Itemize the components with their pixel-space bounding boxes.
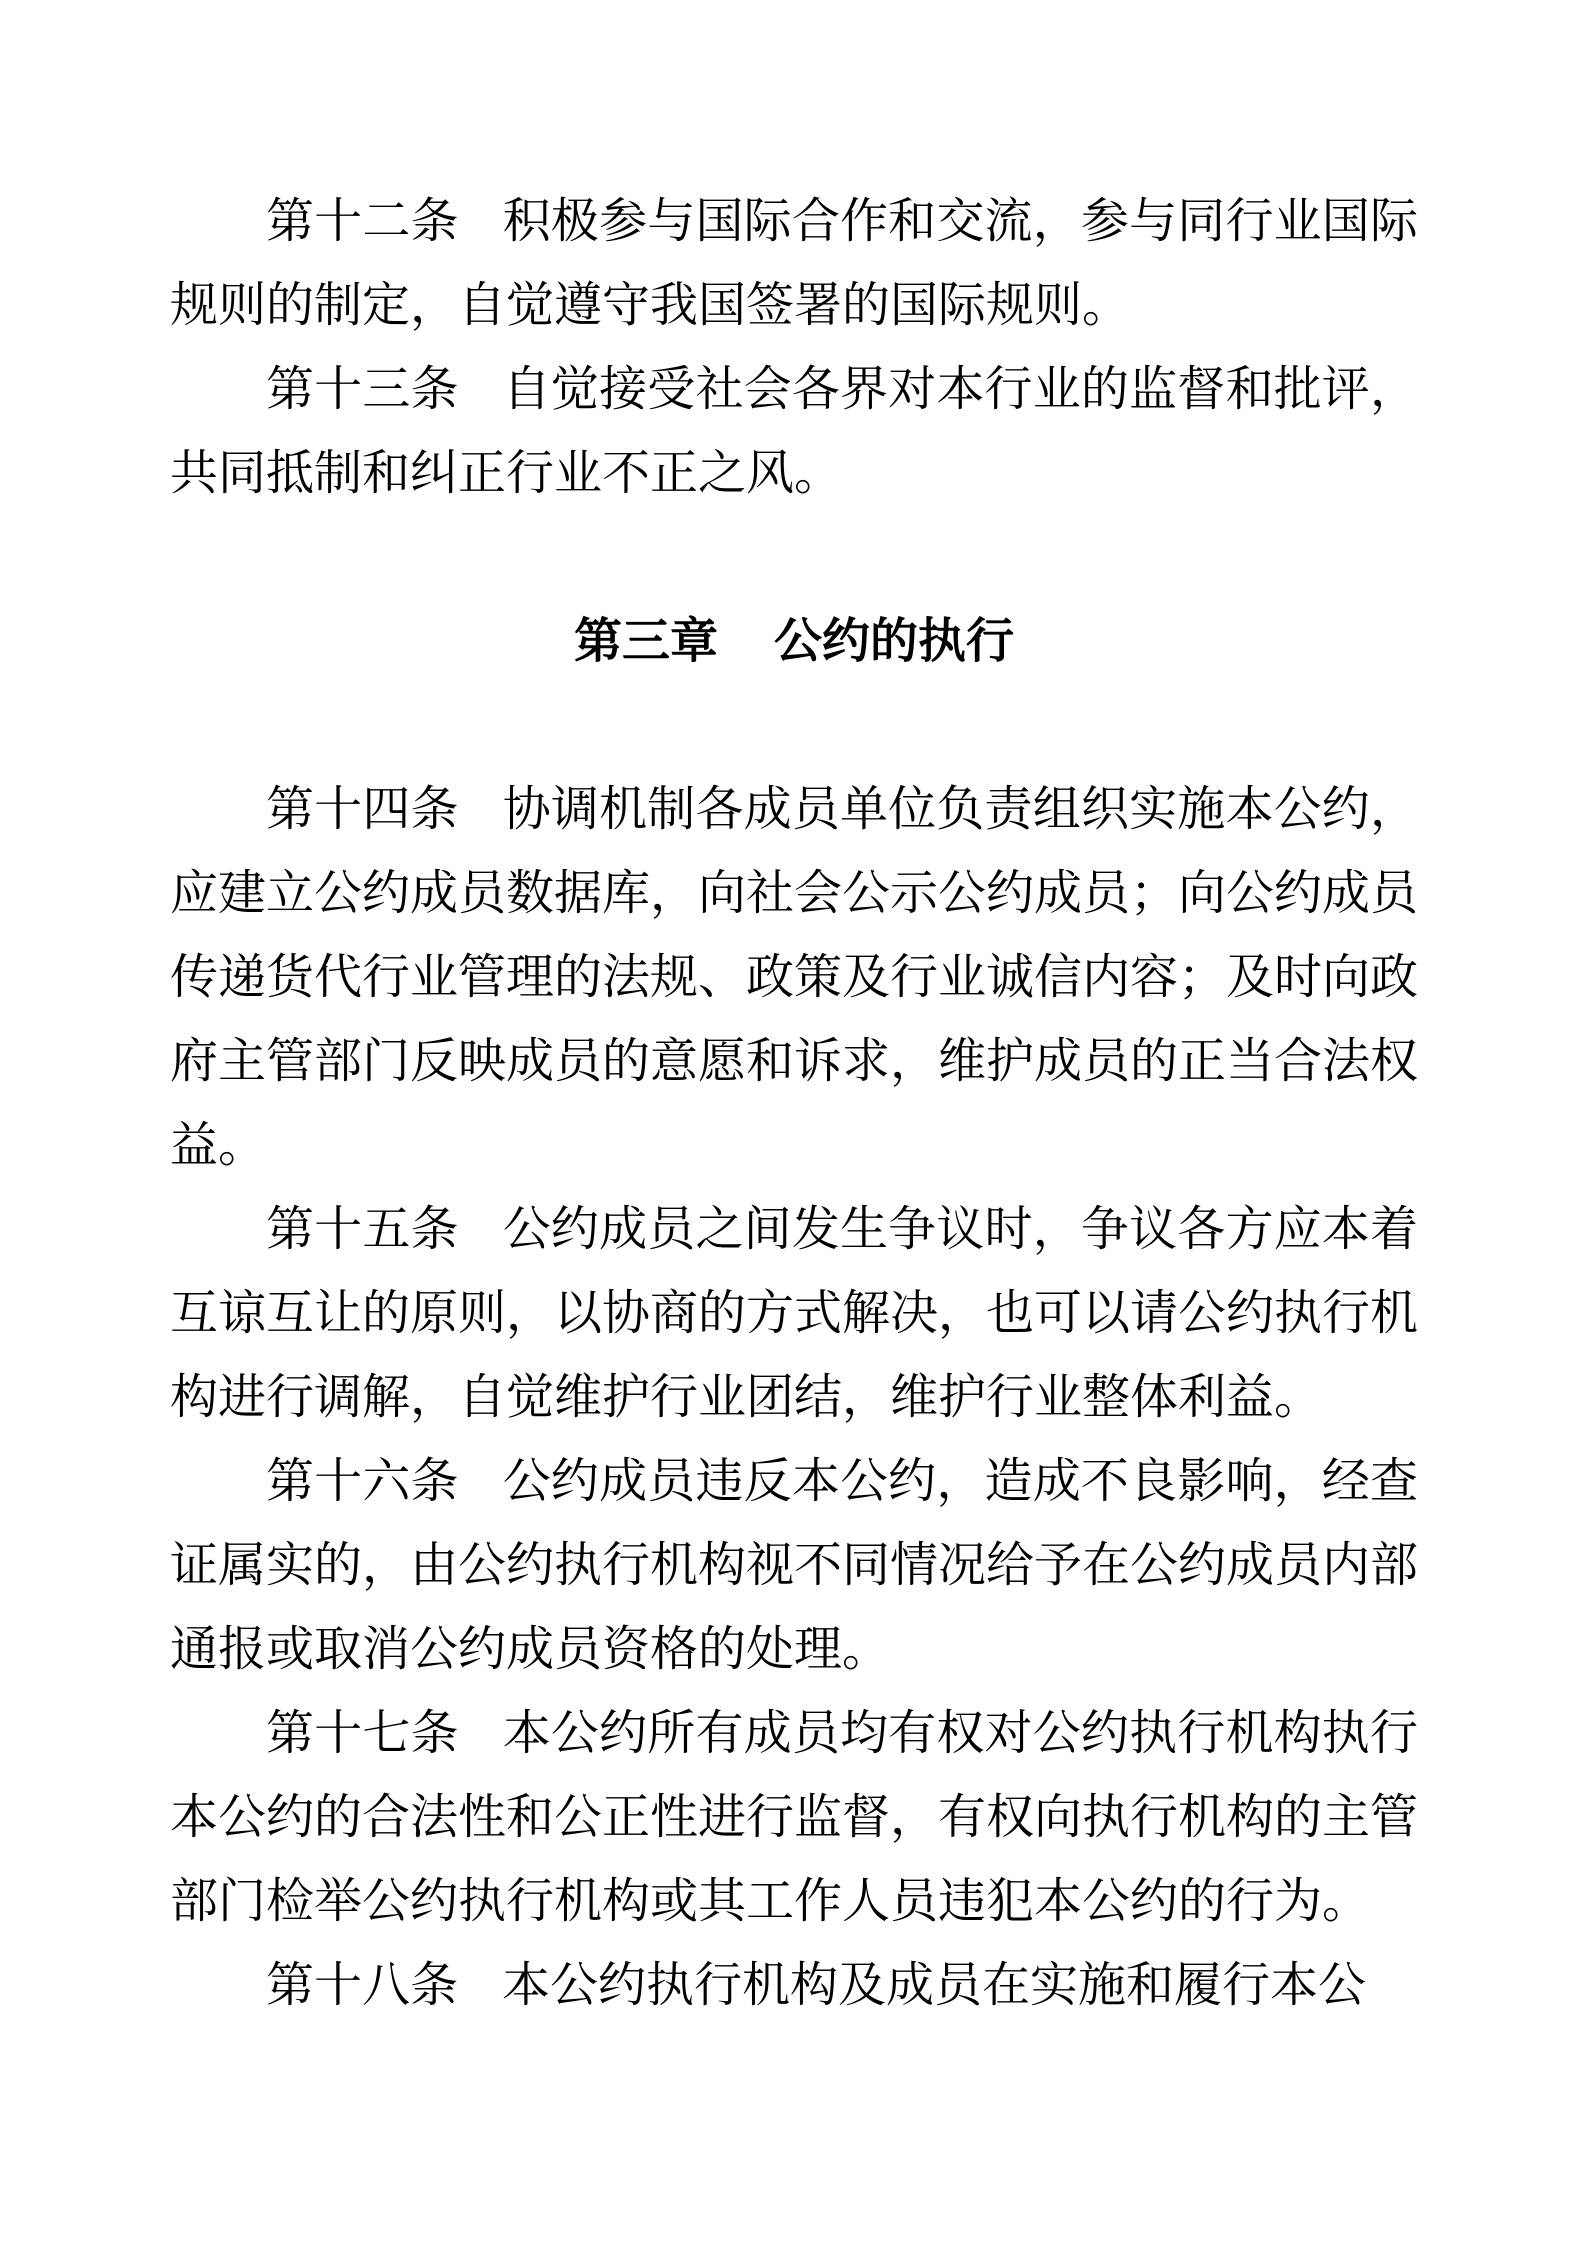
chapter-title: 公约的执行 <box>774 615 1015 668</box>
article-16-text: 公约成员违反本公约，造成不良影响，经查证属实的，由公约执行机构视不同情况给予在公约成员内部通报或取消公约成员资格的处理。 <box>170 1455 1419 1676</box>
paragraph-article-13 <box>170 348 1418 516</box>
paragraph-article-16 <box>170 1440 1418 1692</box>
article-13-number: 第十三条 <box>266 363 459 416</box>
chapter-number: 第三章 <box>573 615 718 668</box>
article-13-text: 自觉接受社会各界对本行业的监督和批评，共同抵制和纠正行业不正之风。 <box>170 363 1418 500</box>
article-16-number: 第十六条 <box>266 1455 459 1508</box>
paragraph-article-12 <box>170 180 1418 348</box>
paragraph-article-18 <box>170 1944 1418 2028</box>
article-18-text: 本公约执行机构及成员在实施和履行本公 <box>502 1959 1367 2012</box>
article-14-text: 协调机制各成员单位负责组织实施本公约，应建立公约成员数据库，向社会公示公约成员；向公约成员传递货代行业管理的法规、政策及行业诚信内容；及时向政府主管部门反映成员的意愿和诉求，维护成员的正当合法权益。 <box>170 783 1419 1172</box>
paragraph-article-15 <box>170 1188 1418 1440</box>
article-15-number: 第十五条 <box>266 1203 459 1256</box>
article-12-text: 积极参与国际合作和交流，参与同行业国际规则的制定，自觉遵守我国签署的国际规则。 <box>170 195 1418 332</box>
article-17-text: 本公约所有成员均有权对公约执行机构执行本公约的合法性和公正性进行监督，有权向执行机构的主管部门检举公约执行机构或其工作人员违犯本公约的行为。 <box>170 1707 1419 1928</box>
article-15-text: 公约成员之间发生争议时，争议各方应本着互谅互让的原则，以协商的方式解决，也可以请公约执行机构进行调解，自觉维护行业团结，维护行业整体利益。 <box>170 1203 1419 1424</box>
article-12-number: 第十二条 <box>266 195 459 248</box>
chapter-heading <box>170 600 1418 684</box>
article-18-number: 第十八条 <box>266 1959 459 2012</box>
paragraph-article-14 <box>170 768 1418 1188</box>
paragraph-article-17 <box>170 1692 1418 1944</box>
article-14-number: 第十四条 <box>266 783 459 836</box>
article-17-number: 第十七条 <box>266 1707 459 1760</box>
